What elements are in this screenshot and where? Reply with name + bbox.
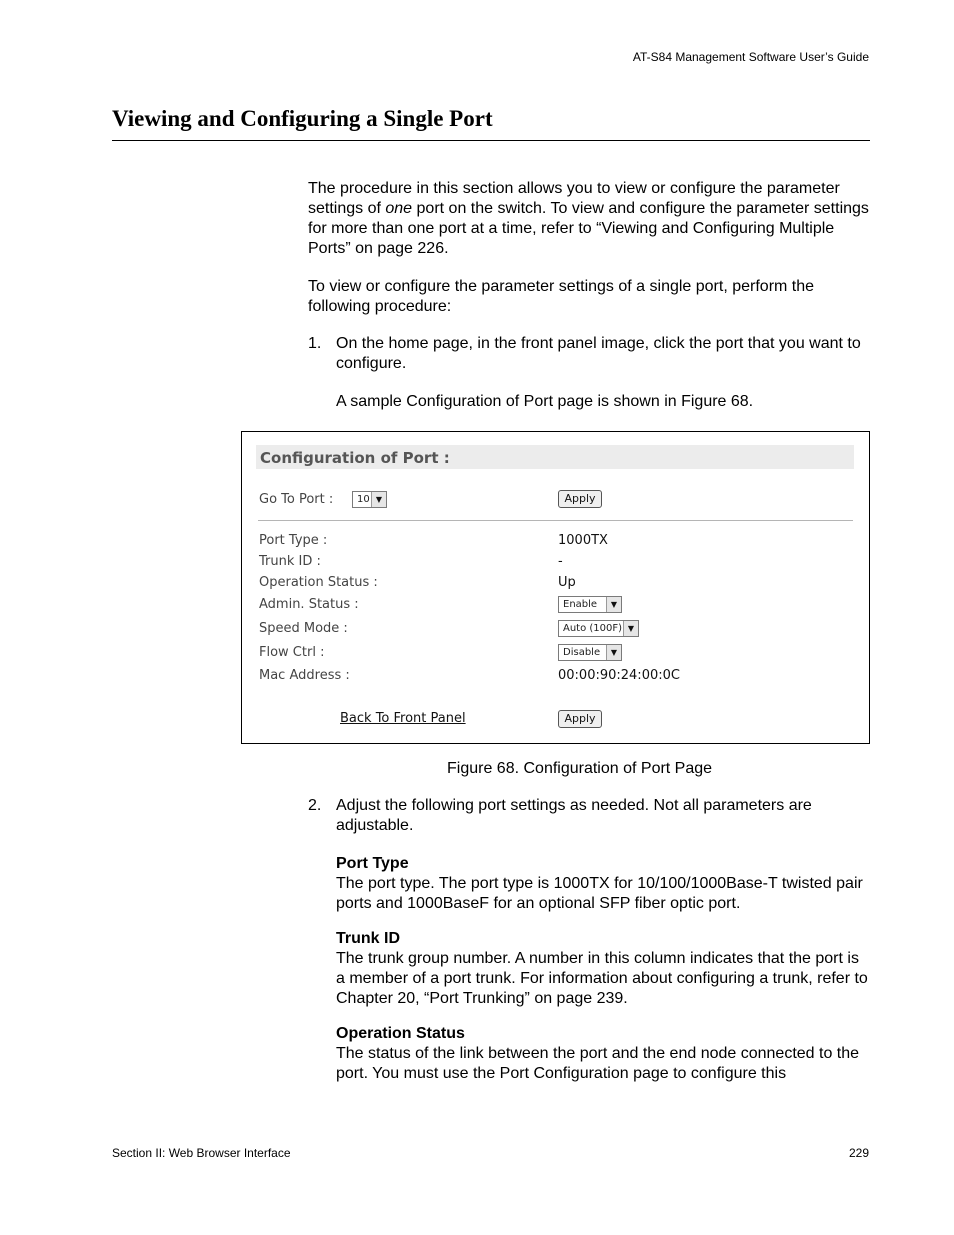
term-description: The status of the link between the port and the end node connected to the port. You must use the Port Configuration page to configure this <box>336 1045 860 1082</box>
figure-divider <box>258 520 853 521</box>
figure-caption: Figure 68. Configuration of Port Page <box>447 760 713 777</box>
speed-mode-select[interactable]: Auto (100F) ▼ <box>558 620 639 637</box>
figure-68-config-of-port <box>241 431 870 744</box>
intro-paragraph-2: To view or configure the parameter settings of a single port, perform the following procedure: <box>308 278 815 315</box>
chevron-down-icon: ▼ <box>606 645 621 660</box>
goto-port-label: Go To Port : <box>259 492 334 507</box>
chevron-down-icon: ▼ <box>371 492 386 507</box>
intro-paragraph-1: The procedure in this section allows you to view or configure the parameter settings of one port on the switch. To view and configure the parameter settings for more than one port at a time, refer to “Viewing and Configuring Multiple Ports” on page 226. <box>308 180 869 257</box>
operation-status-label: Operation Status : <box>259 575 378 590</box>
goto-port-select[interactable]: 10 ▼ <box>352 491 387 508</box>
trunk-id-value: - <box>558 554 563 569</box>
trunk-id-label: Trunk ID : <box>259 554 321 569</box>
apply-button-top[interactable]: Apply <box>558 490 602 508</box>
admin-status-label: Admin. Status : <box>259 597 359 612</box>
term-operation-status <box>336 1024 870 1084</box>
term-description: The port type. The port type is 1000TX for 10/100/1000Base-T twisted pair ports and 1000BaseF for an optional SFP fiber optic port. <box>336 875 863 912</box>
mac-address-value: 00:00:90:24:00:0C <box>558 668 680 683</box>
admin-status-select[interactable]: Enable ▼ <box>558 596 622 613</box>
back-to-front-panel-link[interactable]: Back To Front Panel <box>340 711 466 726</box>
section-title: Viewing and Configuring a Single Port <box>112 106 493 131</box>
chevron-down-icon: ▼ <box>606 597 621 612</box>
step-number: 1. <box>308 335 322 352</box>
term-description: The trunk group number. A number in this column indicates that the port is a member of a port trunk. For information about configuring a trunk, refer to Chapter 20, “Port Trunking” on page 239. <box>336 950 868 1007</box>
term-trunk-id <box>336 929 870 1009</box>
term-heading: Port Type <box>336 855 409 872</box>
flow-ctrl-label: Flow Ctrl : <box>259 645 325 660</box>
step-1-text: On the home page, in the front panel image, click the port that you want to configure. <box>336 335 861 372</box>
step-1-note: A sample Configuration of Port page is shown in Figure 68. <box>336 393 754 410</box>
footer-page-number: 229 <box>848 1146 869 1160</box>
chevron-down-icon: ▼ <box>623 621 638 636</box>
mac-address-label: Mac Address : <box>259 668 350 683</box>
operation-status-value: Up <box>558 575 576 590</box>
speed-mode-label: Speed Mode : <box>259 621 348 636</box>
port-type-value: 1000TX <box>558 533 608 548</box>
port-type-label: Port Type : <box>259 533 328 548</box>
apply-button-bottom[interactable]: Apply <box>558 710 602 728</box>
title-rule <box>112 140 870 141</box>
term-heading: Operation Status <box>336 1025 465 1042</box>
running-header: AT-S84 Management Software User’s Guide <box>632 50 869 64</box>
footer-section: Section II: Web Browser Interface <box>112 1146 291 1160</box>
step-2-text: Adjust the following port settings as needed. Not all parameters are adjustable. <box>336 797 812 834</box>
figure-panel-title: Configuration of Port : <box>256 445 854 469</box>
step-number: 2. <box>308 797 322 814</box>
flow-ctrl-select[interactable]: Disable ▼ <box>558 644 622 661</box>
term-heading: Trunk ID <box>336 930 401 947</box>
term-port-type <box>336 854 870 914</box>
